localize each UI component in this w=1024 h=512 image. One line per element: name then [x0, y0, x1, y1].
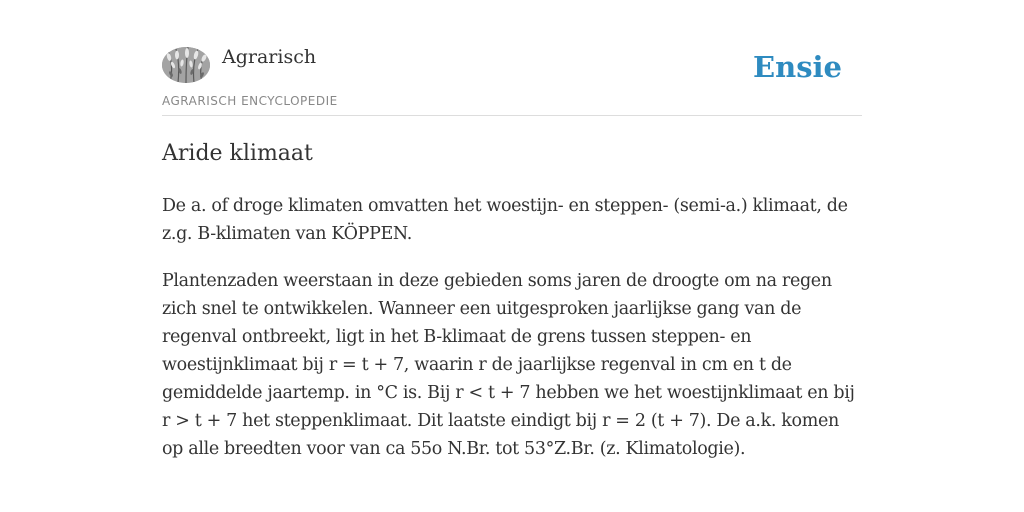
article-paragraph: Plantenzaden weerstaan in deze gebieden soms jaren de droogte om na regen zich snel te ontwikkelen. Wanneer een uitgesproken jaarlijkse gang van de regenval ontbreekt, ligt in het B-klimaat de grens tussen steppen- en woestijnklimaat bij r = t + 7, waarin r de jaarlijkse regenval in cm en t de gemiddelde jaartemp. in °C is. Bij r < t + 7 hebben we het woestijnklimaat en bij r > t + 7 het steppenklimaat. Dit laatste eindigt bij r = 2 (t + 7). De a.k. komen op alle breedten voor van ca 55o N.Br. tot 53°Z.Br. (z. Klimatologie). [162, 271, 855, 459]
page-title: Aride klimaat [162, 141, 313, 166]
wheat-icon[interactable] [162, 47, 210, 83]
site-name[interactable]: Agrarisch [222, 46, 317, 68]
article-paragraph: De a. of droge klimaten omvatten het woestijn- en steppen- (semi-a.) klimaat, de z.g. B-klimaten van KÖPPEN. [162, 196, 848, 244]
site-subtitle: AGRARISCH ENCYCLOPEDIE [162, 94, 338, 108]
article [162, 138, 862, 463]
brand-logo-link[interactable]: Ensie [753, 50, 842, 84]
site-header [162, 44, 862, 116]
